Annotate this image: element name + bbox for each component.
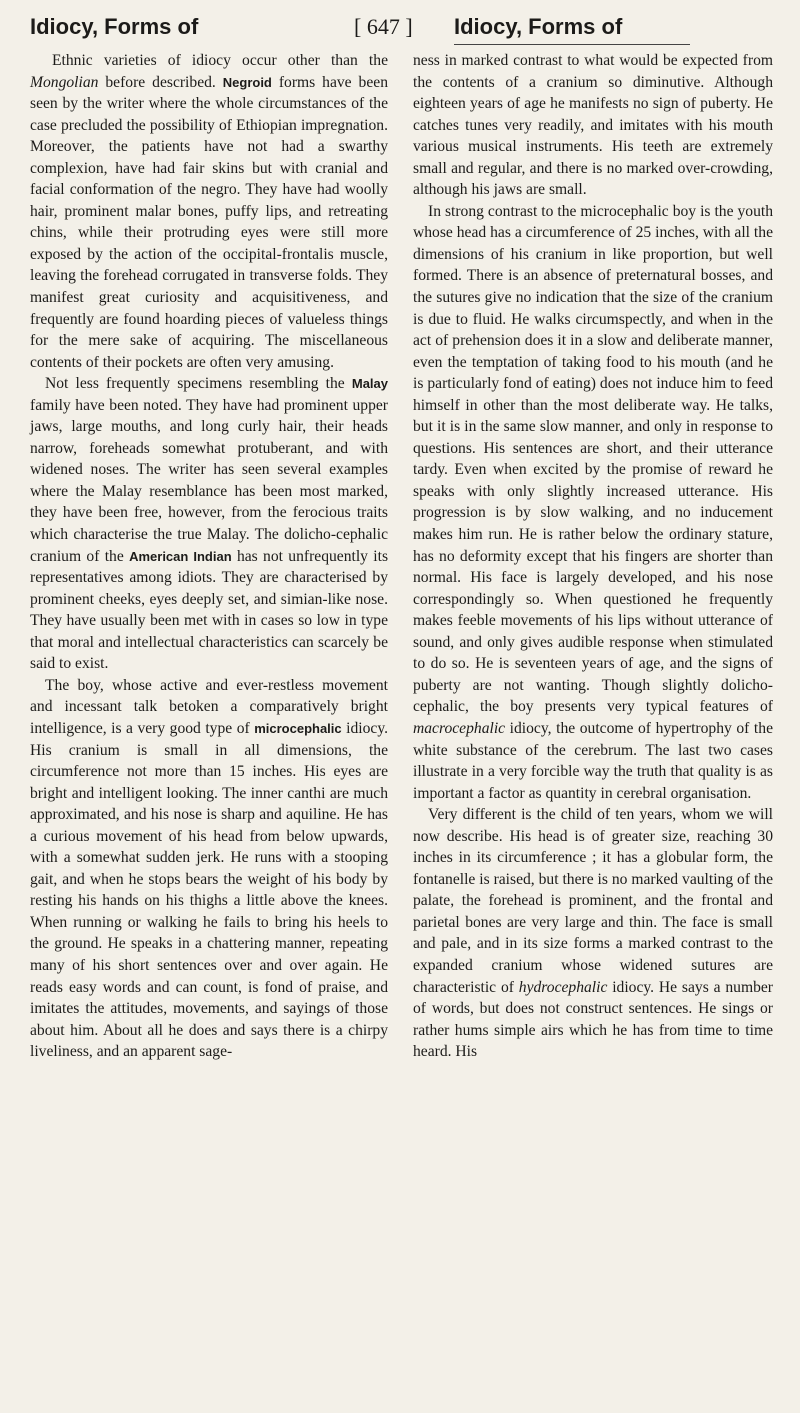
header-rule	[454, 44, 690, 45]
keyword-malay: Malay	[351, 376, 388, 392]
keyword-american-indian: American Indian	[129, 548, 232, 564]
paragraph-hydrocephalic: Very different is the child of ten years, whom we will now describe. His head is of greater size, reaching 30 inches in its circumference ; it has a globular form, the fontanelle is raised, but there is no marked vaulting of the palate, the forehead is prominent, and the frontal and parietal bones are very large and thin. The face is small and pale, and in its size forms a marked contrast to the expanded cranium whose widened sutures are characteristic of hydrocephalic idiocy. He says a number of words, but does not construct sentences. He sings or rather hums simple airs which he has from time to time heard. His	[413, 806, 773, 1061]
header-left-title: Idiocy, Forms of	[30, 14, 199, 39]
right-column	[413, 50, 773, 1063]
paragraph-malay: Not less frequently specimens resembling the Malay family have been noted. They have had prominent upper jaws, large mouths, and long curly hair, their heads narrow, foreheads somewhat protuberant, and with widened noses. The writer has seen several examples where the Malay resemblance has been most marked, they have been free, however, from the ferocious traits which characterise the true Malay. The dolicho-cephalic cranium of the American Indian has not unfrequently its representatives among idiots. They are characterised by prominent cheeks, eyes deeply set, and simian-like nose. They have usually been met with in cases so low in type that moral and intellectual characteristics can scarcely be said to exist.	[30, 375, 389, 673]
left-column	[30, 50, 388, 1063]
header-right-title: Idiocy, Forms of	[454, 14, 623, 39]
emphasis-term: Mongolian	[30, 73, 99, 91]
paragraph-continuation: ness in marked contrast to what would be expected from the contents of a cranium so diminutive. Although eighteen years of age he manifests no sign of puberty. He catches tunes very readily, and imitates with his mouth various musical instruments. His teeth are extremely small and regular, and there is no marked over-crowding, although his jaws are small.	[413, 52, 773, 199]
keyword-negroid: Negroid	[222, 74, 272, 90]
page-number: [ 647 ]	[354, 14, 413, 39]
emphasis-hydrocephalic: hydrocephalic	[518, 978, 608, 996]
keyword-microcephalic: microcephalic	[254, 720, 342, 736]
paragraph-ethnic-varieties: Ethnic varieties of idiocy occur other than the Mongolian before described. Negroid forms have been seen by the writer where the whole circumstances of the case precluded the possibility of Ethiopian impregnation. Moreover, the patients have not had a swarthy complexion, have had fair skins but with cranial and facial conformation of the negro. They have had woolly hair, prominent malar bones, puffy lips, and retreating chins, while their protruding eyes were still more exposed by the action of the occipital-frontalis muscle, leaving the forehead corrugated in transverse folds. They manifest great curiosity and acquisitiveness, and frequently are found hoarding pieces of valueless things for the mere sake of acquiring. The miscellaneous contents of their pockets are often very amusing.	[30, 52, 388, 371]
running-header	[22, 6, 762, 46]
paragraph-microcephalic: The boy, whose active and ever-restless movement and incessant talk betoken a comparatively bright intelligence, is a very good type of microcephalic idiocy. His cranium is small in all dimensions, the circumference not more than 15 inches. His eyes are bright and intelligent looking. The inner canthi are much approximated, and his nose is sharp and aquiline. He has a curious movement of his head from below upwards, with a somewhat sudden jerk. He runs with a stooping gait, and when he stops bears the weight of his body by resting his hands on his thighs a little above the knees. When running or walking he fails to bring his heels to the ground. He speaks in a chattering manner, repeating many of his short sentences over and over again. He reads easy words and can count, is fond of praise, and imitates the attitudes, movements, and sayings of those about him. About all he does and says there is a chirpy liveliness, and an apparent sage-	[30, 676, 389, 1061]
emphasis-macrocephalic: macrocephalic	[413, 719, 506, 737]
paragraph-macrocephalic: In strong contrast to the microcephalic boy is the youth whose head has a circumference of 25 inches, with all the dimensions of his cranium in like proportion, but well formed. There is an absence of preternatural bosses, and the sutures give no indication that the size of the cranium is due to fluid. He walks circumspectly, and when in the act of prehension does it in a slow and deliberate manner, even the temptation of taking food to his mouth (and he is particularly fond of eating) does not induce him to feed himself in other than the most deliberate way. He talks, but it is in the same slow manner, and only in response to questions. His sentences are short, and their utterance tardy. Even when excited by the promise of reward he speaks with only slightly increased utterance. His progression is by slow walking, and no inducement makes him run. He is rather below the ordinary stature, has no deformity except that his fingers are shorter than normal. His face is largely developed, and his nose correspondingly so. When questioned he frequently makes feeble movements of his lips without utterance of sound, and only gives audible response when stimulated to do so. He is seventeen years of age, and the signs of puberty are not wanting. Though slightly dolicho-cephalic, the boy presents very typical features of macrocephalic idiocy, the outcome of hypertrophy of the white substance of the cerebrum. The last two cases illustrate in a very forcible way the truth that quality is as important a factor as quantity in cerebral organisation.	[413, 202, 773, 802]
